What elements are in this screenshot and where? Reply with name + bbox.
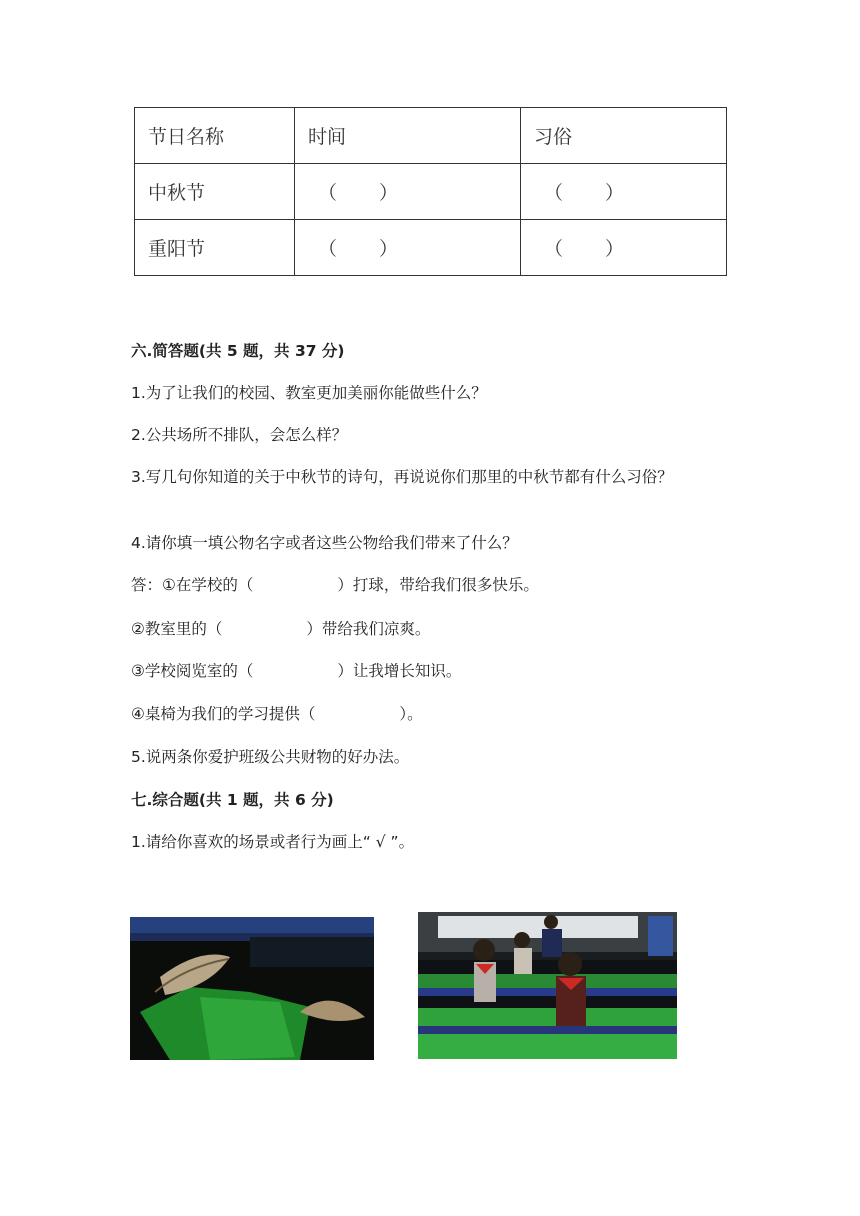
table-row — [135, 164, 727, 220]
paren-close: ） — [378, 182, 398, 204]
answer-3-prefix: ③学校阅览室的（ — [131, 662, 254, 680]
section7-question-1: 1.请给你喜欢的场景或者行为画上“ √ ”。 — [131, 833, 415, 851]
paren-close: ） — [604, 182, 624, 204]
paren-open: （ — [544, 182, 564, 204]
answer-3-suffix: ）让我增长知识。 — [337, 662, 462, 680]
time-blank[interactable] — [295, 164, 521, 220]
header-time: 时间 — [295, 108, 521, 164]
answer-2-prefix: ②教室里的（ — [131, 620, 223, 638]
table-row — [135, 220, 727, 276]
row-festival-name: 重阳节 — [135, 220, 295, 276]
header-festival-name: 节日名称 — [135, 108, 295, 164]
photo-classroom-students[interactable] — [418, 912, 677, 1059]
table-header-row — [135, 108, 727, 164]
question-1: 1.为了让我们的校园、教室更加美丽你能做些什么？ — [131, 384, 487, 402]
question-2: 2.公共场所不排队，会怎么样？ — [131, 426, 348, 444]
paren-open: （ — [318, 182, 338, 204]
question-4: 4.请你填一填公物名字或者这些公物给我们带来了什么？ — [131, 534, 518, 552]
section7-title: 七.综合题(共 1 题，共 6 分) — [131, 791, 334, 809]
time-blank[interactable] — [295, 220, 521, 276]
paren-close: ） — [604, 238, 624, 260]
paren-open: （ — [544, 238, 564, 260]
answer-2 — [131, 618, 430, 640]
custom-blank[interactable] — [521, 220, 727, 276]
question-5: 5.说两条你爱护班级公共财物的好办法。 — [131, 748, 410, 766]
answer-4-suffix: ）。 — [399, 705, 423, 723]
custom-blank[interactable] — [521, 164, 727, 220]
photo-leaves-on-desk[interactable] — [130, 917, 374, 1060]
answer-1 — [131, 574, 539, 596]
answer-2-suffix: ）带给我们凉爽。 — [306, 620, 431, 638]
paren-close: ） — [378, 238, 398, 260]
answer-4-prefix: ④桌椅为我们的学习提供（ — [131, 705, 316, 723]
section6-title: 六.简答题(共 5 题，共 37 分) — [131, 342, 345, 360]
answer-1-suffix: ）打球，带给我们很多快乐。 — [337, 576, 539, 594]
festival-table — [134, 107, 727, 276]
answer-4 — [131, 703, 423, 725]
header-custom: 习俗 — [521, 108, 727, 164]
question-3: 3.写几句你知道的关于中秋节的诗句，再说说你们那里的中秋节都有什么习俗？ — [131, 468, 673, 486]
paren-open: （ — [318, 238, 338, 260]
answer-3 — [131, 660, 461, 682]
answer-1-prefix: 答：①在学校的（ — [131, 576, 254, 594]
row-festival-name: 中秋节 — [135, 164, 295, 220]
